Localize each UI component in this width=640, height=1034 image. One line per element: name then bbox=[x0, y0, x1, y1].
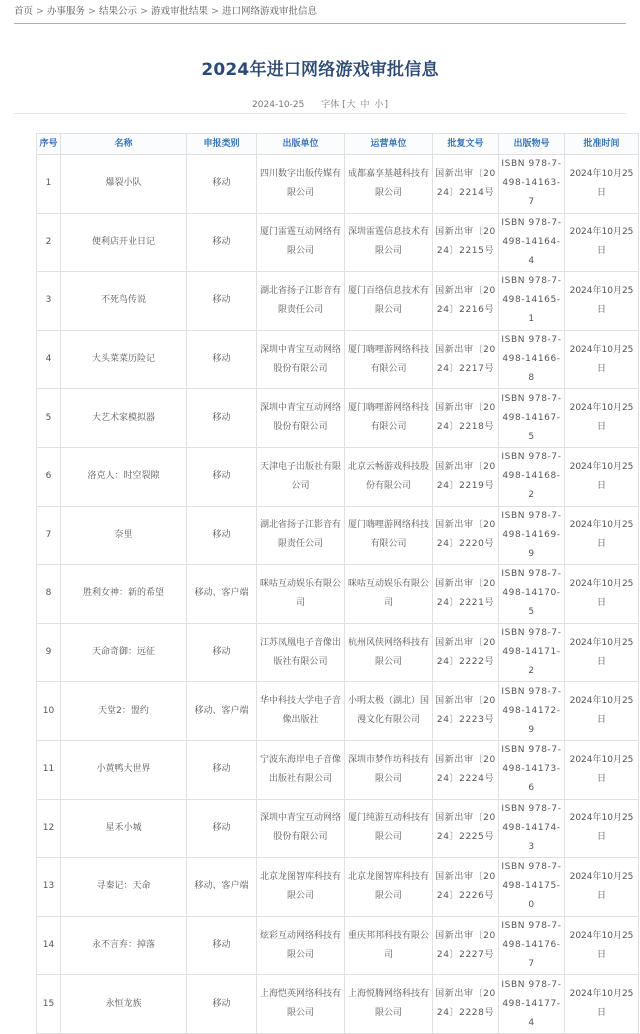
breadcrumb-services[interactable]: 办事服务 bbox=[46, 6, 85, 17]
header-col-approval-date: 批准时间 bbox=[565, 134, 639, 155]
cell-index: 11 bbox=[37, 740, 61, 799]
cell-index: 10 bbox=[37, 682, 61, 741]
cell-approval-no: 国新出审〔2024〕2222号 bbox=[433, 623, 499, 682]
cell-category: 移动 bbox=[187, 975, 257, 1034]
header-col-operator: 运营单位 bbox=[345, 134, 433, 155]
cell-operator: 深圳雷霆信息技术有限公司 bbox=[345, 213, 433, 272]
table-row bbox=[37, 155, 639, 214]
publish-date: 2024-10-25 bbox=[252, 100, 305, 110]
cell-name: 天命奇御：远征 bbox=[61, 623, 187, 682]
cell-approval-date: 2024年10月25日 bbox=[565, 155, 639, 214]
cell-name: 永恒龙族 bbox=[61, 975, 187, 1034]
cell-category: 移动 bbox=[187, 916, 257, 975]
cell-approval-date: 2024年10月25日 bbox=[565, 330, 639, 389]
cell-approval-date: 2024年10月25日 bbox=[565, 858, 639, 917]
cell-publisher: 深圳中青宝互动网络股份有限公司 bbox=[257, 330, 345, 389]
table-row bbox=[37, 330, 639, 389]
cell-index: 2 bbox=[37, 213, 61, 272]
cell-approval-date: 2024年10月25日 bbox=[565, 623, 639, 682]
cell-approval-no: 国新出审〔2024〕2226号 bbox=[433, 858, 499, 917]
cell-name: 洛克人：时空裂隙 bbox=[61, 447, 187, 506]
header-col-publisher: 出版单位 bbox=[257, 134, 345, 155]
cell-category: 移动 bbox=[187, 623, 257, 682]
cell-publisher: 四川数字出版传媒有限公司 bbox=[257, 155, 345, 214]
cell-approval-date: 2024年10月25日 bbox=[565, 213, 639, 272]
cell-name: 奈里 bbox=[61, 506, 187, 565]
cell-approval-no: 国新出审〔2024〕2219号 bbox=[433, 447, 499, 506]
approval-table bbox=[36, 133, 639, 1034]
header-col-name: 名称 bbox=[61, 134, 187, 155]
cell-approval-no: 国新出审〔2024〕2225号 bbox=[433, 799, 499, 858]
cell-approval-date: 2024年10月25日 bbox=[565, 565, 639, 624]
cell-isbn: ISBN 978-7-498-14175-0 bbox=[499, 858, 565, 917]
breadcrumb-current[interactable]: 进口网络游戏审批信息 bbox=[221, 6, 317, 17]
cell-approval-no: 国新出审〔2024〕2223号 bbox=[433, 682, 499, 741]
breadcrumb-home[interactable]: 首页 bbox=[14, 6, 34, 17]
cell-index: 8 bbox=[37, 565, 61, 624]
font-medium-button[interactable]: 中 bbox=[360, 100, 370, 110]
font-bracket-close: ] bbox=[384, 100, 388, 110]
cell-approval-no: 国新出审〔2024〕2217号 bbox=[433, 330, 499, 389]
table-row bbox=[37, 213, 639, 272]
table-row bbox=[37, 389, 639, 448]
cell-isbn: ISBN 978-7-498-14177-4 bbox=[499, 975, 565, 1034]
cell-isbn: ISBN 978-7-498-14169-9 bbox=[499, 506, 565, 565]
header-col-approval-no: 批复文号 bbox=[433, 134, 499, 155]
cell-publisher: 天津电子出版社有限公司 bbox=[257, 447, 345, 506]
cell-isbn: ISBN 978-7-498-14163-7 bbox=[499, 155, 565, 214]
header-col-index: 序号 bbox=[37, 134, 61, 155]
cell-index: 6 bbox=[37, 447, 61, 506]
table-row bbox=[37, 506, 639, 565]
cell-approval-date: 2024年10月25日 bbox=[565, 389, 639, 448]
cell-name: 永不言弃：掉落 bbox=[61, 916, 187, 975]
cell-approval-no: 国新出审〔2024〕2227号 bbox=[433, 916, 499, 975]
cell-category: 移动 bbox=[187, 799, 257, 858]
cell-category: 移动 bbox=[187, 740, 257, 799]
table-row bbox=[37, 858, 639, 917]
cell-approval-date: 2024年10月25日 bbox=[565, 682, 639, 741]
cell-name: 便利店开业日记 bbox=[61, 213, 187, 272]
cell-approval-date: 2024年10月25日 bbox=[565, 916, 639, 975]
table-row bbox=[37, 975, 639, 1034]
cell-index: 1 bbox=[37, 155, 61, 214]
cell-name: 天堂2：盟约 bbox=[61, 682, 187, 741]
header-col-category: 申报类别 bbox=[187, 134, 257, 155]
cell-operator: 咪咕互动娱乐有限公司 bbox=[345, 565, 433, 624]
cell-approval-date: 2024年10月25日 bbox=[565, 975, 639, 1034]
cell-category: 移动 bbox=[187, 213, 257, 272]
article-meta bbox=[0, 97, 640, 110]
font-bracket-open: [ bbox=[342, 100, 346, 110]
table-row bbox=[37, 799, 639, 858]
cell-operator: 厦门嗨哩游网络科技有限公司 bbox=[345, 506, 433, 565]
cell-isbn: ISBN 978-7-498-14174-3 bbox=[499, 799, 565, 858]
cell-operator: 杭州风侠网络科技有限公司 bbox=[345, 623, 433, 682]
cell-isbn: ISBN 978-7-498-14170-5 bbox=[499, 565, 565, 624]
cell-index: 7 bbox=[37, 506, 61, 565]
table-row bbox=[37, 916, 639, 975]
table-row bbox=[37, 565, 639, 624]
cell-name: 大头菜菜历险记 bbox=[61, 330, 187, 389]
font-size-label: 字体 bbox=[321, 100, 340, 110]
table-row bbox=[37, 447, 639, 506]
cell-category: 移动、客户端 bbox=[187, 682, 257, 741]
cell-operator: 深圳市梦作坊科技有限公司 bbox=[345, 740, 433, 799]
cell-category: 移动 bbox=[187, 272, 257, 331]
cell-isbn: ISBN 978-7-498-14166-8 bbox=[499, 330, 565, 389]
cell-index: 15 bbox=[37, 975, 61, 1034]
cell-operator: 北京云畅游戏科技股份有限公司 bbox=[345, 447, 433, 506]
cell-category: 移动、客户端 bbox=[187, 858, 257, 917]
cell-approval-no: 国新出审〔2024〕2228号 bbox=[433, 975, 499, 1034]
cell-approval-no: 国新出审〔2024〕2215号 bbox=[433, 213, 499, 272]
cell-operator: 厦门纯游互动科技有限公司 bbox=[345, 799, 433, 858]
cell-index: 13 bbox=[37, 858, 61, 917]
breadcrumb-separator: > bbox=[36, 6, 44, 17]
cell-operator: 厦门嗨哩游网络科技有限公司 bbox=[345, 330, 433, 389]
cell-operator: 成都嘉享基越科技有限公司 bbox=[345, 155, 433, 214]
cell-isbn: ISBN 978-7-498-14173-6 bbox=[499, 740, 565, 799]
table-header-row bbox=[37, 134, 639, 155]
cell-publisher: 深圳中青宝互动网络股份有限公司 bbox=[257, 389, 345, 448]
cell-operator: 重庆邦邦科技有限公司 bbox=[345, 916, 433, 975]
font-small-button[interactable]: 小 bbox=[374, 100, 384, 110]
breadcrumb-results[interactable]: 结果公示 bbox=[98, 6, 137, 17]
cell-index: 12 bbox=[37, 799, 61, 858]
cell-approval-no: 国新出审〔2024〕2221号 bbox=[433, 565, 499, 624]
cell-operator: 厦门嗨哩游网络科技有限公司 bbox=[345, 389, 433, 448]
cell-category: 移动 bbox=[187, 447, 257, 506]
cell-approval-no: 国新出审〔2024〕2224号 bbox=[433, 740, 499, 799]
breadcrumb-separator: > bbox=[210, 6, 219, 17]
header-col-isbn: 出版物号 bbox=[499, 134, 565, 155]
breadcrumb-game-approval[interactable]: 游戏审批结果 bbox=[150, 6, 208, 17]
cell-operator: 上海悦腾网络科技有限公司 bbox=[345, 975, 433, 1034]
cell-approval-date: 2024年10月25日 bbox=[565, 740, 639, 799]
cell-approval-date: 2024年10月25日 bbox=[565, 799, 639, 858]
cell-approval-no: 国新出审〔2024〕2220号 bbox=[433, 506, 499, 565]
cell-category: 移动、客户端 bbox=[187, 565, 257, 624]
cell-publisher: 江苏凤凰电子音像出版社有限公司 bbox=[257, 623, 345, 682]
cell-category: 移动 bbox=[187, 506, 257, 565]
table-row bbox=[37, 623, 639, 682]
cell-name: 大艺术家模拟器 bbox=[61, 389, 187, 448]
cell-index: 14 bbox=[37, 916, 61, 975]
cell-isbn: ISBN 978-7-498-14172-9 bbox=[499, 682, 565, 741]
cell-approval-no: 国新出审〔2024〕2216号 bbox=[433, 272, 499, 331]
cell-isbn: ISBN 978-7-498-14171-2 bbox=[499, 623, 565, 682]
cell-index: 9 bbox=[37, 623, 61, 682]
cell-index: 3 bbox=[37, 272, 61, 331]
cell-approval-no: 国新出审〔2024〕2214号 bbox=[433, 155, 499, 214]
cell-isbn: ISBN 978-7-498-14176-7 bbox=[499, 916, 565, 975]
cell-isbn: ISBN 978-7-498-14168-2 bbox=[499, 447, 565, 506]
cell-publisher: 炫彩互动网络科技有限公司 bbox=[257, 916, 345, 975]
table-body bbox=[37, 155, 639, 1034]
table-row bbox=[37, 682, 639, 741]
cell-publisher: 湖北省扬子江影音有限责任公司 bbox=[257, 506, 345, 565]
cell-name: 寻秦记：天命 bbox=[61, 858, 187, 917]
font-size-control bbox=[321, 100, 388, 110]
cell-isbn: ISBN 978-7-498-14167-5 bbox=[499, 389, 565, 448]
cell-approval-date: 2024年10月25日 bbox=[565, 447, 639, 506]
cell-publisher: 咪咕互动娱乐有限公司 bbox=[257, 565, 345, 624]
cell-approval-date: 2024年10月25日 bbox=[565, 272, 639, 331]
cell-publisher: 华中科技大学电子音像出版社 bbox=[257, 682, 345, 741]
divider bbox=[14, 113, 626, 114]
cell-name: 胜利女神：新的希望 bbox=[61, 565, 187, 624]
cell-operator: 北京龙图智库科技有限公司 bbox=[345, 858, 433, 917]
cell-operator: 小明太极（湖北）国漫文化有限公司 bbox=[345, 682, 433, 741]
cell-publisher: 上海恺英网络科技有限公司 bbox=[257, 975, 345, 1034]
cell-name: 爆裂小队 bbox=[61, 155, 187, 214]
cell-publisher: 深圳中青宝互动网络股份有限公司 bbox=[257, 799, 345, 858]
cell-name: 星禾小城 bbox=[61, 799, 187, 858]
cell-publisher: 厦门雷霆互动网络有限公司 bbox=[257, 213, 345, 272]
page-title: 2024年进口网络游戏审批信息 bbox=[201, 60, 439, 80]
cell-index: 4 bbox=[37, 330, 61, 389]
cell-name: 不死鸟传说 bbox=[61, 272, 187, 331]
table-row bbox=[37, 740, 639, 799]
cell-isbn: ISBN 978-7-498-14164-4 bbox=[499, 213, 565, 272]
cell-publisher: 北京龙图智库科技有限公司 bbox=[257, 858, 345, 917]
cell-isbn: ISBN 978-7-498-14165-1 bbox=[499, 272, 565, 331]
breadcrumb bbox=[14, 4, 626, 24]
cell-approval-date: 2024年10月25日 bbox=[565, 506, 639, 565]
cell-name: 小黄鸭大世界 bbox=[61, 740, 187, 799]
cell-publisher: 湖北省扬子江影音有限责任公司 bbox=[257, 272, 345, 331]
cell-category: 移动 bbox=[187, 389, 257, 448]
breadcrumb-separator: > bbox=[139, 6, 148, 17]
cell-publisher: 宁波东海岸电子音像出版社有限公司 bbox=[257, 740, 345, 799]
font-large-button[interactable]: 大 bbox=[346, 100, 356, 110]
cell-approval-no: 国新出审〔2024〕2218号 bbox=[433, 389, 499, 448]
table-row bbox=[37, 272, 639, 331]
cell-index: 5 bbox=[37, 389, 61, 448]
cell-category: 移动 bbox=[187, 330, 257, 389]
cell-operator: 厦门百络信息技术有限公司 bbox=[345, 272, 433, 331]
cell-category: 移动 bbox=[187, 155, 257, 214]
breadcrumb-separator: > bbox=[88, 6, 96, 17]
